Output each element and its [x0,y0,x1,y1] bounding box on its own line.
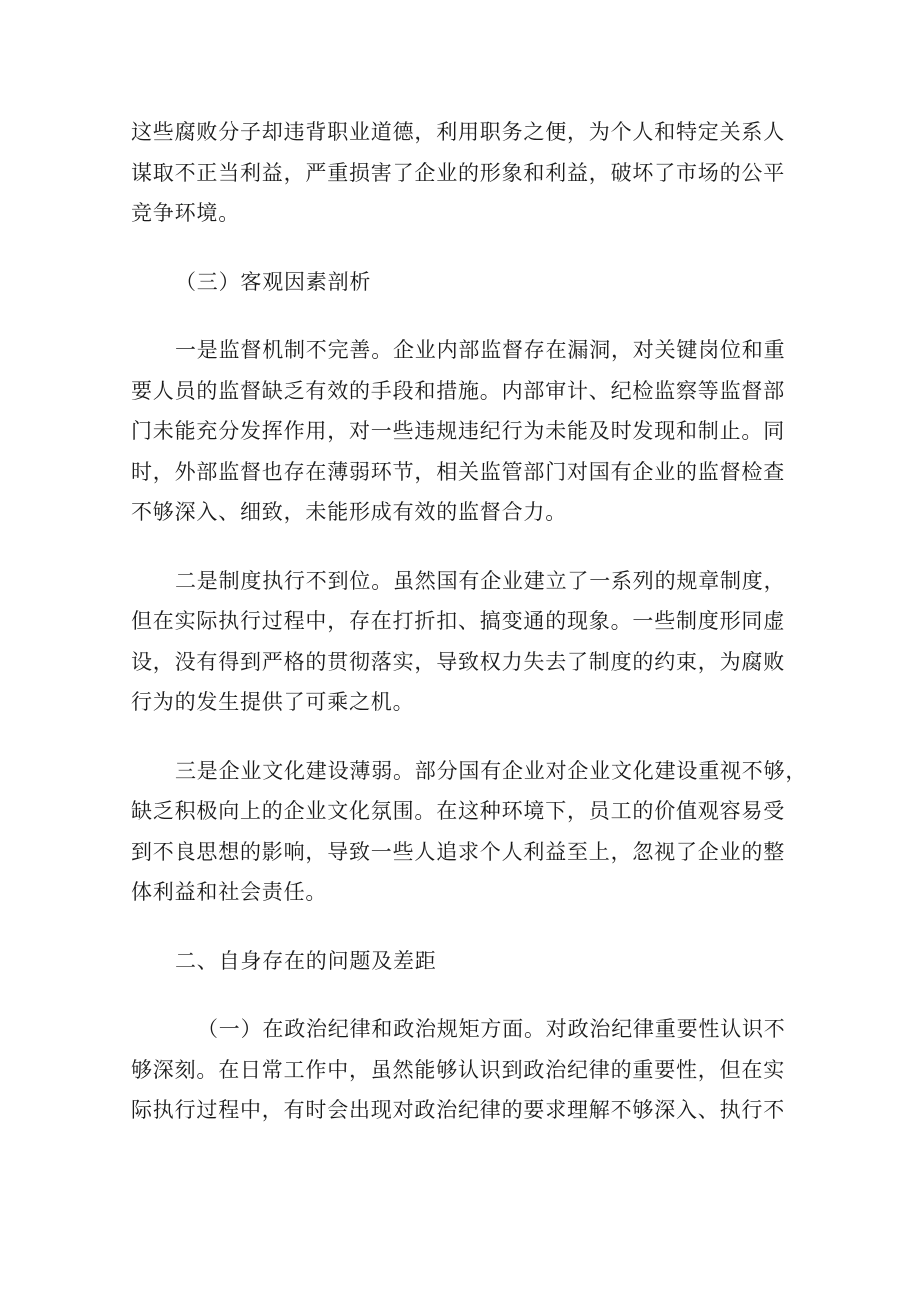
text-line: 要人员的监督缺乏有效的手段和措施。内部审计、纪检监察等监督部 [131,378,785,403]
text-line: 际执行过程中，有时会出现对政治纪律的要求理解不够深入、执行不 [131,1098,785,1122]
document-body [131,112,808,1131]
paragraph-corporate-culture [131,751,808,913]
text-line: 一是监督机制不完善。企业内部监督存在漏洞，对关键岗位和重 [175,338,786,362]
text-line: （一）在政治纪律和政治规矩方面。对政治纪律重要性认识不 [197,1017,786,1041]
heading-line: （三）客观因素剖析 [175,269,372,294]
section-heading-objective-factors [131,262,791,303]
text-line: 门未能充分发挥作用，对一些违规违纪行为未能及时发现和制止。同 [131,419,785,443]
paragraph-political-discipline [131,1009,791,1131]
section-heading-own-problems [131,941,791,982]
text-line: 谋取不正当利益，严重损害了企业的形象和利益，破坏了市场的公平 [131,160,785,185]
text-line: 行为的发生提供了可乘之机。 [131,690,415,714]
paragraph-supervision-mechanism [131,330,791,533]
text-line: 但在实际执行过程中，存在打折扣、搞变通的现象。一些制度形同虚 [131,609,785,633]
text-line: 缺乏积极向上的企业文化氛围。在这种环境下，员工的价值观容易受 [131,799,785,823]
paragraph-system-execution [131,561,791,723]
text-line: 体利益和社会责任。 [131,880,328,904]
text-line: 时，外部监督也存在薄弱环节，相关监管部门对国有企业的监督检查 [131,459,785,484]
text-line: 三是企业文化建设薄弱。部分国有企业对企业文化建设重视不够， [175,758,808,783]
text-line: 设，没有得到严格的贯彻落实，导致权力失去了制度的约束，为腐败 [131,649,785,674]
text-line: 到不良思想的影响，导致一些人追求个人利益至上，忽视了企业的整 [131,839,785,864]
text-line: 这些腐败分子却违背职业道德，利用职务之便，为个人和特定关系人 [131,120,785,144]
text-line: 够深刻。在日常工作中，虽然能够认识到政治纪律的重要性，但在实 [131,1057,785,1082]
text-line: 竞争环境。 [131,201,240,225]
heading-line: 二、自身存在的问题及差距 [175,948,437,973]
paragraph-corruption-conclusion [131,112,791,234]
text-line: 二是制度执行不到位。虽然国有企业建立了一系列的规章制度， [175,568,786,593]
text-line: 不够深入、细致，未能形成有效的监督合力。 [131,500,567,524]
